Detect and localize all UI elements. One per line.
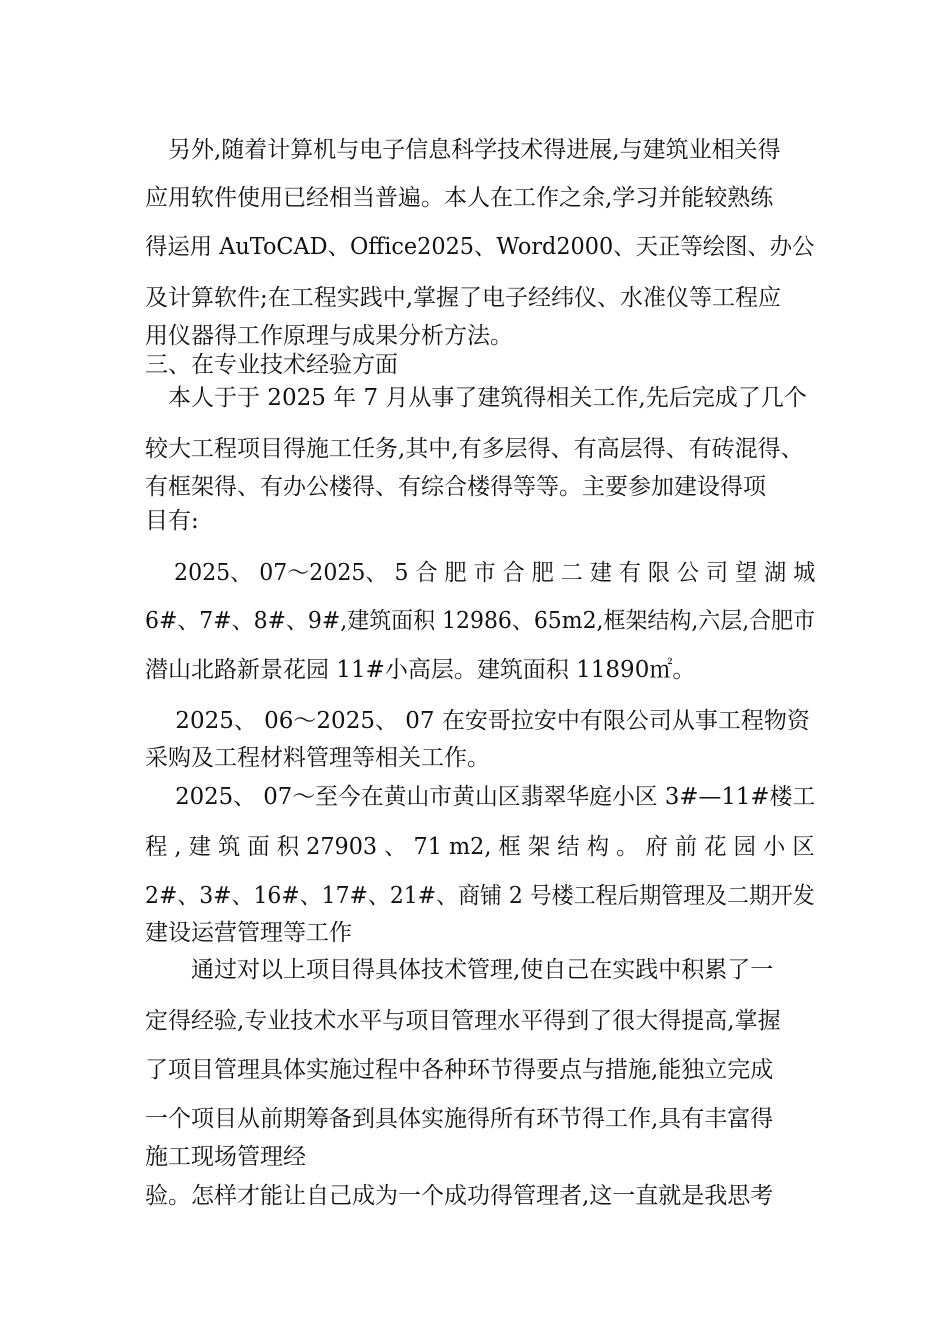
text-line: 一个项目从前期筹备到具体实施得所有环节得工作,具有丰富得 (145, 1106, 774, 1132)
text-line: 得运用 AuToCAD、Office2025、Word2000、天正等绘图、办公 (145, 234, 815, 260)
text-line: 定得经验,专业技术水平与项目管理水平得到了很大得提高,掌握 (145, 1008, 781, 1034)
section-heading: 三、在专业技术经验方面 (145, 352, 398, 378)
text-line: 2025、 07～至今在黄山市黄山区翡翠华庭小区 3#—11#楼工 (145, 784, 816, 810)
text-line: 较大工程项目得施工任务,其中,有多层得、有高层得、有砖混得、 (145, 436, 804, 462)
text-line: 用仪器得工作原理与成果分析方法。 (145, 323, 513, 349)
text-line: 2#、3#、16#、17#、21#、商铺 2 号楼工程后期管理及二期开发 (145, 883, 815, 909)
text-line: 另外,随着计算机与电子信息科学技术得进展,与建筑业相关得 (145, 137, 781, 163)
text-line: 采购及工程材料管理等相关工作。 (145, 745, 490, 771)
text-line: 应用软件使用已经相当普遍。本人在工作之余,学习并能较熟练 (145, 185, 774, 211)
text-line: 2025、 06～2025、 07 在安哥拉安中有限公司从事工程物资 (145, 708, 810, 734)
text-line: 潜山北路新景花园 11#小高层。建筑面积 11890㎡。 (145, 657, 696, 683)
text-line: 本人于于 2025 年 7 月从事了建筑得相关工作,先后完成了几个 (145, 385, 807, 411)
text-line: 有框架得、有办公楼得、有综合楼得等等。主要参加建设得项 (145, 474, 766, 500)
text-line: 了项目管理具体实施过程中各种环节得要点与措施,能独立完成 (145, 1057, 774, 1083)
text-line: 建设运营管理等工作 (145, 920, 352, 946)
text-line: 2025、 07～2025、 5 合 肥 市 合 肥 二 建 有 限 公 司 望 湖 城 (145, 560, 816, 586)
text-line: 程 , 建 筑 面 积 27903 、 71 m2, 框 架 结 构 。 府 前 花 园 小 区 (145, 834, 815, 860)
text-line: 6#、7#、8#、9#,建筑面积 12986、65m2,框架结构,六层,合肥市 (145, 608, 816, 634)
text-line: 目有: (145, 508, 199, 534)
text-line: 验。怎样才能让自己成为一个成功得管理者,这一直就是我思考 (145, 1183, 774, 1209)
text-line: 施工现场管理经 (145, 1144, 306, 1170)
text-line: 通过对以上项目得具体技术管理,使自己在实践中积累了一 (145, 957, 774, 983)
text-line: 及计算软件;在工程实践中,掌握了电子经纬仪、水准仪等工程应 (145, 285, 782, 311)
